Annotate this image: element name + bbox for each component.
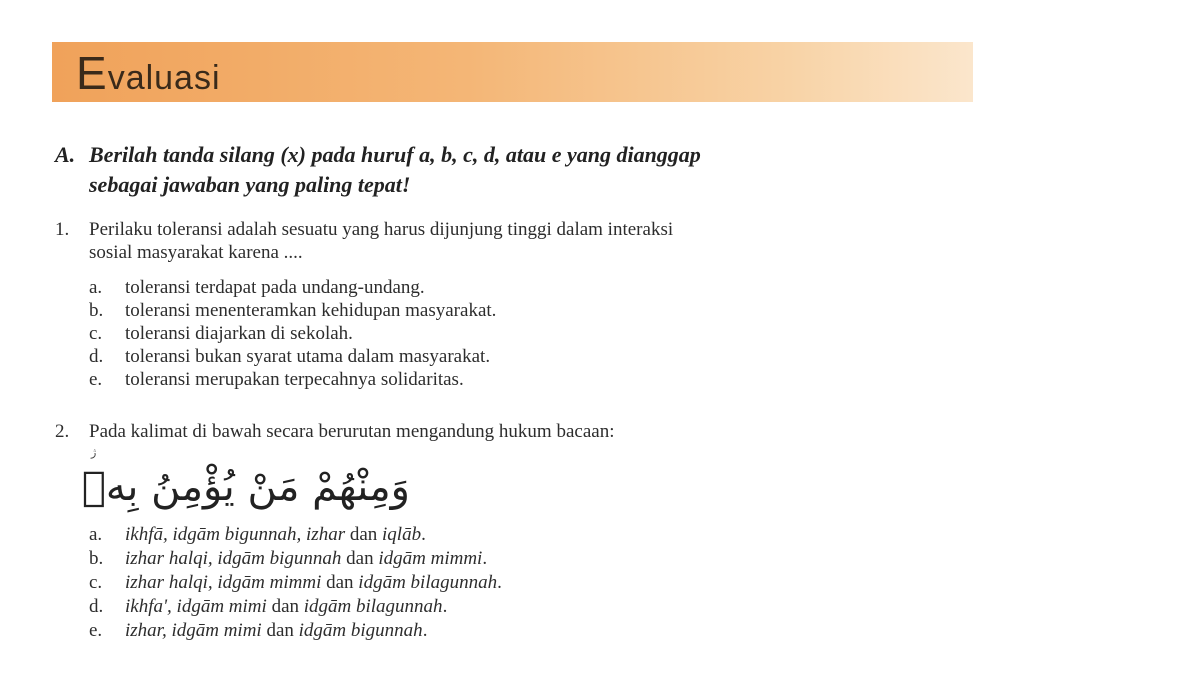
option-conjunction: dan: [321, 572, 359, 593]
option-letter: a.: [89, 524, 103, 545]
option-text: toleransi terdapat pada undang-undang.: [125, 277, 425, 298]
option-letter: c.: [89, 323, 103, 344]
option-e[interactable]: [89, 619, 969, 643]
option-letter: d.: [89, 346, 104, 367]
option-a[interactable]: [89, 276, 969, 299]
option-term: idgām bilagunnah: [303, 596, 443, 617]
option-d[interactable]: [89, 345, 969, 368]
question-number: 1.: [55, 219, 70, 240]
option-conjunction: dan: [345, 524, 383, 545]
banner-title: [76, 46, 221, 100]
question-text-line-1: Perilaku toleransi adalah sesuatu yang harus dijunjung tinggi dalam interaksi: [89, 219, 674, 240]
question-1: [55, 218, 985, 264]
option-term: ikhfā, idgām bigunnah, izhar: [125, 524, 346, 545]
option-letter: b.: [89, 548, 104, 569]
option-b[interactable]: [89, 547, 969, 571]
section-instruction: [55, 140, 975, 200]
arabic-verse: وَمِنْهُمْ مَنْ يُؤْمِنُ بِهٖ: [81, 464, 410, 510]
option-term: idgām bilagunnah: [358, 572, 498, 593]
option-a[interactable]: [89, 523, 969, 547]
banner-title-initial: E: [76, 47, 108, 99]
option-c[interactable]: [89, 571, 969, 595]
banner-title-rest: valuasi: [107, 59, 221, 97]
option-term: idgām bigunnah: [298, 620, 423, 641]
question-2-options: [89, 523, 969, 643]
option-period: .: [497, 572, 502, 593]
option-text: toleransi merupakan terpecahnya solidaritas.: [125, 369, 464, 390]
option-period: .: [482, 548, 488, 569]
option-text: toleransi menenteramkan kehidupan masyarakat.: [125, 300, 497, 321]
question-text-line-1: Pada kalimat di bawah secara berurutan mengandung hukum bacaan:: [89, 421, 615, 442]
option-period: .: [422, 620, 428, 641]
option-letter: c.: [89, 572, 103, 593]
option-c[interactable]: [89, 322, 969, 345]
option-conjunction: dan: [341, 548, 379, 569]
section-letter: A.: [55, 142, 76, 167]
instruction-line-2: sebagai jawaban yang paling tepat!: [89, 172, 411, 197]
question-1-options: [89, 276, 969, 391]
option-conjunction: dan: [266, 596, 304, 617]
option-d[interactable]: [89, 595, 969, 619]
option-term: izhar halqi, idgām mimmi: [125, 572, 322, 593]
option-term: idgām mimmi: [378, 548, 483, 569]
option-period: .: [421, 524, 426, 545]
question-text-line-2: sosial masyarakat karena ....: [89, 242, 303, 263]
option-term: izhar halqi, idgām bigunnah: [125, 548, 342, 569]
option-letter: e.: [89, 369, 103, 390]
section-banner: [52, 42, 973, 102]
option-period: .: [442, 596, 448, 617]
verse-mark: ﮊ: [91, 447, 97, 459]
option-e[interactable]: [89, 368, 969, 391]
question-2: [55, 420, 985, 443]
option-term: ikhfa', idgām mimi: [125, 596, 267, 617]
option-letter: d.: [89, 596, 104, 617]
option-text: toleransi diajarkan di sekolah.: [125, 323, 353, 344]
question-number: 2.: [55, 421, 70, 442]
option-term: izhar, idgām mimi: [125, 620, 262, 641]
option-letter: a.: [89, 277, 103, 298]
option-conjunction: dan: [261, 620, 299, 641]
option-term: iqlāb: [382, 524, 422, 545]
option-letter: b.: [89, 300, 104, 321]
option-text: toleransi bukan syarat utama dalam masyarakat.: [125, 346, 491, 367]
option-letter: e.: [89, 620, 103, 641]
instruction-line-1: Berilah tanda silang (x) pada huruf a, b, c, d, atau e yang dianggap: [89, 142, 701, 167]
option-b[interactable]: [89, 299, 969, 322]
